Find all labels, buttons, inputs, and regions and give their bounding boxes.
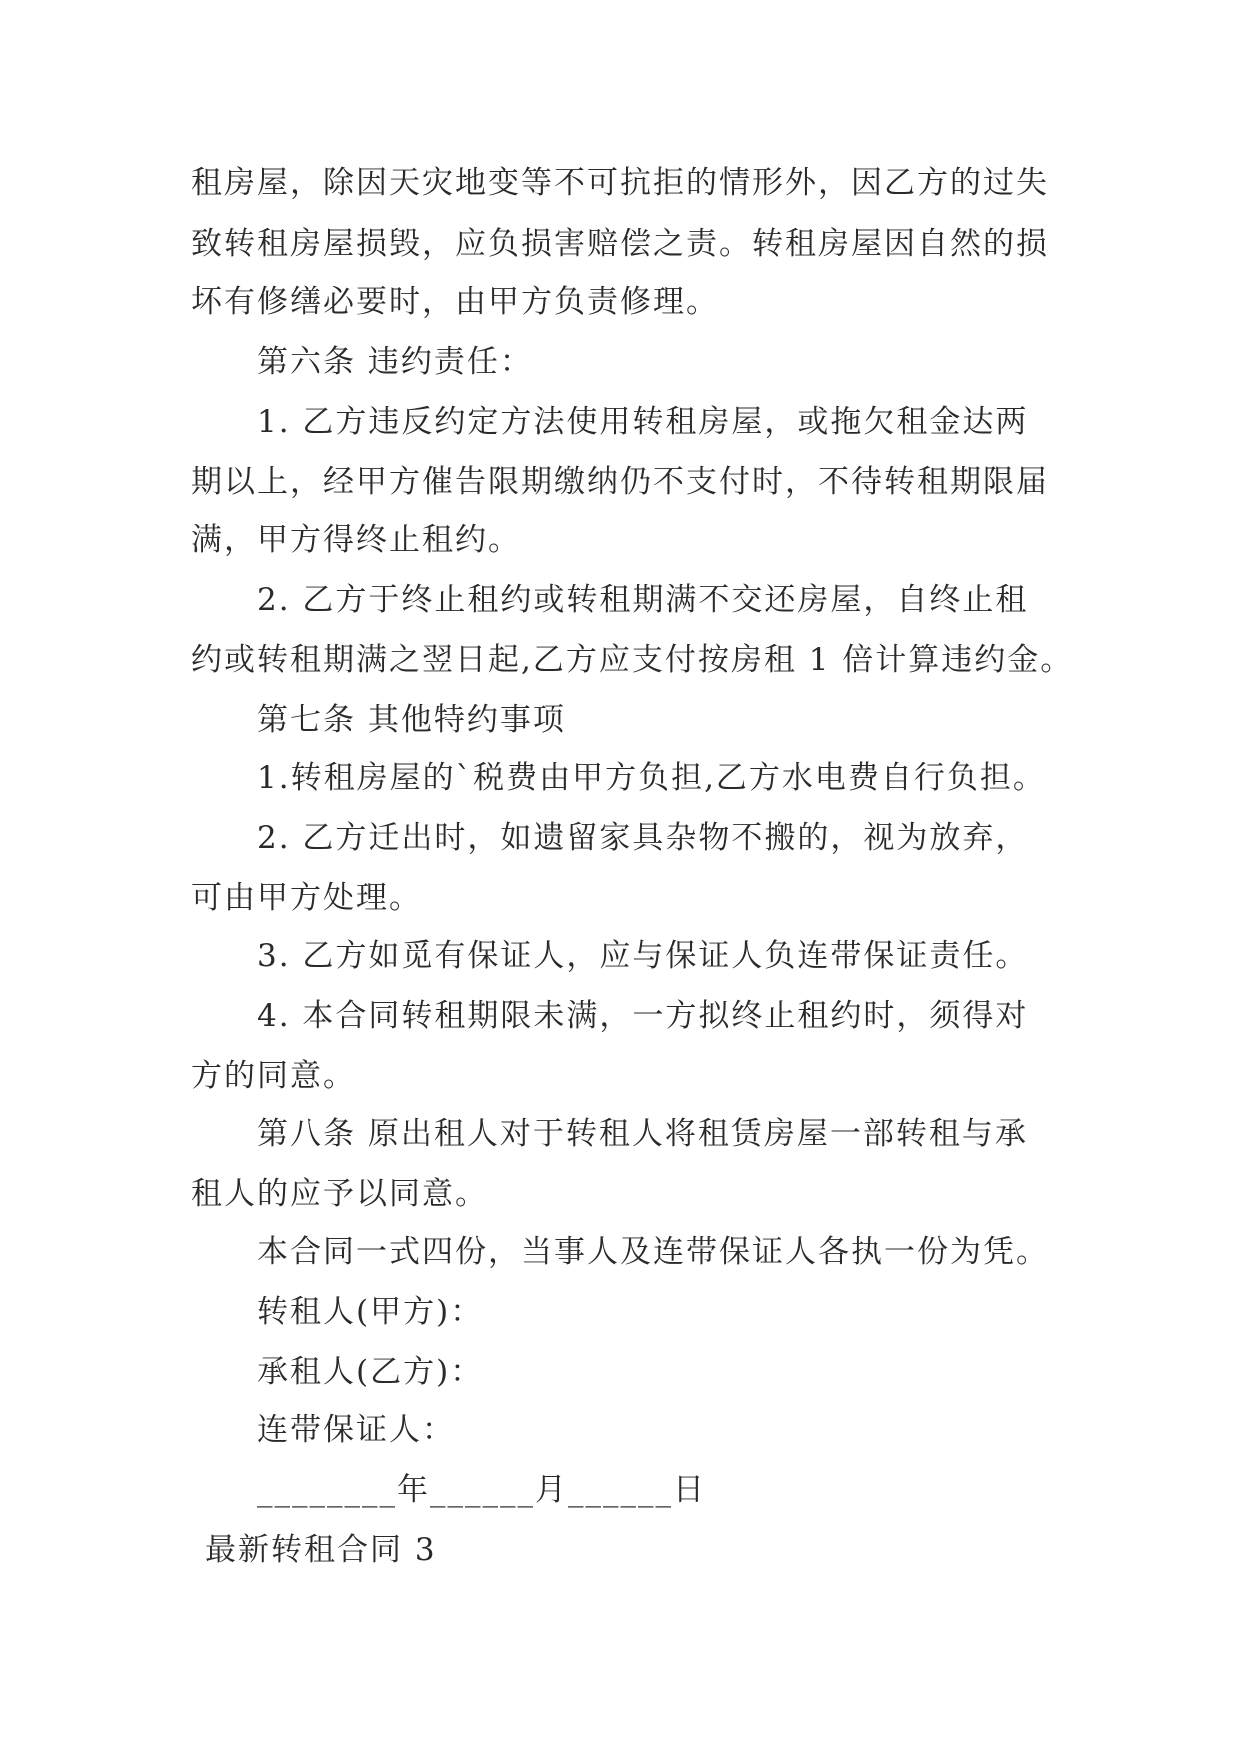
paragraph-line: 可由甲方处理。 — [191, 880, 422, 916]
paragraph-line: 2. 乙方于终止租约或转租期满不交还房屋，自终止租 — [257, 582, 1029, 618]
section-title: 最新转租合同 3 — [205, 1532, 437, 1568]
paragraph-line: 致转租房屋损毁，应负损害赔偿之责。转租房屋因自然的损 — [191, 226, 1049, 262]
date-line: ________年______月______日 — [257, 1472, 706, 1508]
paragraph-line: 坏有修缮必要时，由甲方负责修理。 — [191, 284, 719, 320]
paragraph-line: 约或转租期满之翌日起,乙方应支付按房租 1 倍计算违约金。 — [191, 642, 1074, 678]
paragraph-line: 4. 本合同转租期限未满，一方拟终止租约时，须得对 — [257, 998, 1029, 1034]
article-heading: 第七条 其他特约事项 — [257, 702, 566, 738]
paragraph-line: 1.转租房屋的`税费由甲方负担,乙方水电费自行负担。 — [257, 760, 1046, 796]
paragraph-line: 3. 乙方如觅有保证人，应与保证人负连带保证责任。 — [257, 938, 1029, 974]
paragraph-line: 1. 乙方违反约定方法使用转租房屋，或拖欠租金达两 — [257, 404, 1029, 440]
paragraph-line: 2. 乙方迁出时，如遗留家具杂物不搬的，视为放弃， — [257, 820, 1029, 856]
signature-field-label: 承租人(乙方)： — [257, 1354, 484, 1390]
paragraph-line: 期以上，经甲方催告限期缴纳仍不支付时，不待转租期限届 — [191, 464, 1049, 500]
article-heading: 第八条 原出租人对于转租人将租赁房屋一部转租与承 — [257, 1116, 1028, 1152]
paragraph-line: 方的同意。 — [191, 1058, 356, 1094]
signature-field-label: 转租人(甲方)： — [257, 1294, 484, 1330]
paragraph-line: 本合同一式四份，当事人及连带保证人各执一份为凭。 — [257, 1234, 1049, 1270]
signature-field-label: 连带保证人： — [257, 1412, 455, 1448]
paragraph-line: 租人的应予以同意。 — [191, 1176, 488, 1212]
article-heading: 第六条 违约责任： — [257, 344, 533, 380]
paragraph-line: 租房屋，除因天灾地变等不可抗拒的情形外，因乙方的过失 — [191, 165, 1049, 201]
paragraph-line: 满，甲方得终止租约。 — [191, 522, 521, 558]
